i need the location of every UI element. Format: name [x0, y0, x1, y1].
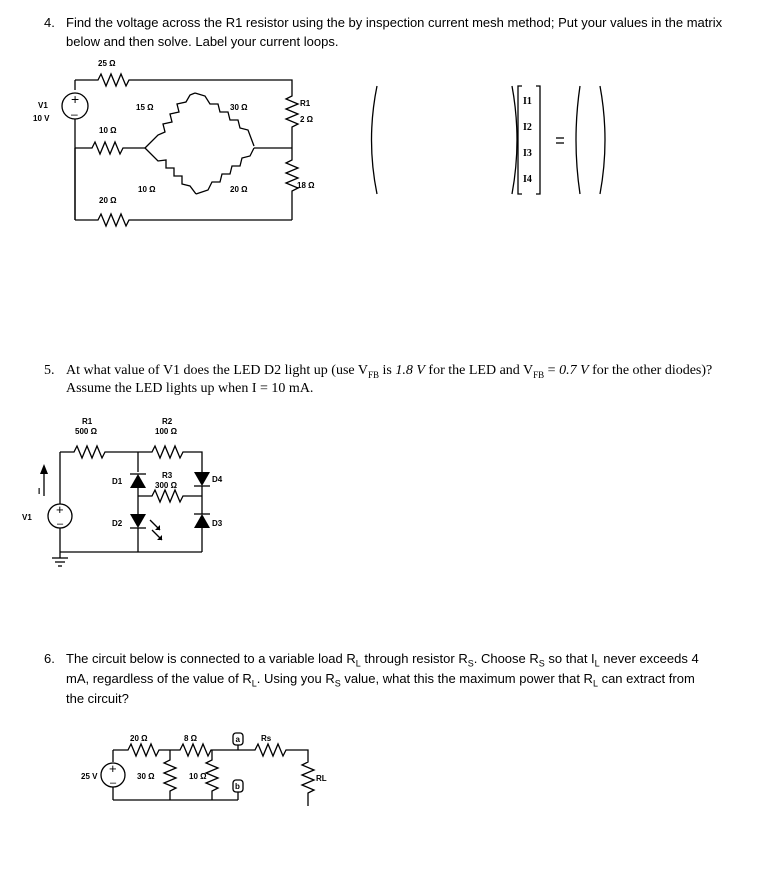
q4-label-r-top: 25 Ω	[98, 59, 116, 68]
q6-label-r8: 8 Ω	[184, 734, 198, 743]
q5-label-r2: R2	[162, 417, 173, 426]
svg-text:–: –	[71, 107, 78, 121]
q6-text-b: through resistor R	[360, 651, 468, 666]
q4-matrix-i2: I2	[523, 122, 532, 133]
q6-sub-l-4: L	[592, 678, 598, 689]
q5-text-d: =	[544, 363, 560, 378]
svg-text:–: –	[110, 777, 117, 789]
q6-text-i: can extract from	[597, 671, 695, 686]
q6-sub-s-3: S	[334, 678, 341, 689]
q6-label-rs: Rs	[261, 734, 272, 743]
q4-label-r1: R1	[300, 99, 311, 108]
q4-label-r20b: 20 Ω	[230, 185, 248, 194]
q6-text-c: . Choose R	[473, 651, 539, 666]
q4-matrix-i1: I1	[523, 96, 532, 107]
svg-text:+: +	[71, 91, 80, 107]
q6-terminal-b	[233, 780, 243, 792]
q5-value-diode: 0.7 V	[559, 363, 589, 378]
q6-text-a: The circuit below is connected to a variable load R	[66, 651, 356, 666]
q5-label-r2-val: 100 Ω	[155, 427, 177, 436]
q6-sub-s-2: S	[538, 658, 545, 669]
svg-text:+: +	[109, 761, 117, 776]
q6-label-rl: RL	[316, 774, 327, 783]
q6-label-r20: 20 Ω	[130, 734, 148, 743]
q5-value-led: 1.8 V	[395, 363, 425, 378]
q6-terminal-a	[233, 733, 243, 745]
q4-matrix-i3: I3	[523, 148, 532, 159]
q5-label-r1: R1	[82, 417, 93, 426]
q6-label-r10: 10 Ω	[189, 772, 207, 781]
q6-label-b: b	[235, 782, 240, 791]
q6-text-h: value, what this the maximum power that R	[340, 671, 593, 686]
q4-label-r18: 18 Ω	[297, 181, 315, 190]
question-6-number: 6.	[44, 651, 55, 666]
q6-label-r30: 30 Ω	[137, 772, 155, 781]
q4-label-r30: 30 Ω	[230, 103, 248, 112]
q4-label-r10a: 10 Ω	[99, 126, 117, 135]
q4-label-v1: V1	[38, 101, 48, 110]
q6-text-g: . Using you R	[256, 671, 335, 686]
q5-label-d2: D2	[112, 519, 123, 528]
q5-voltage-source	[48, 504, 72, 528]
q6-sub-l-1: L	[355, 658, 361, 669]
q4-label-r20a: 20 Ω	[99, 196, 117, 205]
q4-label-r1-val: 2 Ω	[300, 115, 314, 124]
q5-label-r3: R3	[162, 471, 173, 480]
svg-text:+: +	[56, 502, 64, 517]
q5-label-r1-val: 500 Ω	[75, 427, 97, 436]
q5-text-c: for the LED and V	[424, 363, 534, 378]
q4-label-r10b: 10 Ω	[138, 185, 156, 194]
q4-matrix-i4: I4	[523, 174, 532, 185]
q5-text-b: is	[379, 363, 396, 378]
q5-label-d4: D4	[212, 475, 223, 484]
q5-sub-fb-1: FB	[368, 369, 380, 380]
question-6-line3: the circuit?	[66, 691, 129, 706]
q6-sub-s-1: S	[467, 658, 474, 669]
q4-voltage-source	[62, 93, 88, 119]
q4-matrix-bracket-mid-right	[512, 86, 517, 194]
q4-label-v1-val: 10 V	[33, 114, 50, 123]
question-5-number: 5.	[44, 363, 55, 378]
q5-label-i: I	[38, 487, 41, 496]
svg-text:–: –	[57, 518, 64, 530]
question-6-line2	[66, 670, 695, 693]
q5-text-e: for the other diodes)?	[588, 363, 713, 378]
q5-label-r3-val: 300 Ω	[155, 481, 177, 490]
q6-label-v: 25 V	[81, 772, 98, 781]
q5-sub-fb-2: FB	[533, 369, 545, 380]
question-4-number: 4.	[44, 15, 55, 30]
q4-label-r15: 15 Ω	[136, 103, 154, 112]
q5-label-d3: D3	[212, 519, 223, 528]
q4-matrix-bracket-left	[372, 86, 378, 194]
question-4-line1: Find the voltage across the R1 resistor using the by inspection current mesh method; Put your values in the matrix	[66, 15, 723, 30]
q5-label-d1: D1	[112, 477, 123, 486]
q6-text-f: mA, regardless of the value of R	[66, 671, 252, 686]
q6-text-e: never exceeds 4	[599, 651, 699, 666]
q6-text-d: so that I	[544, 651, 595, 666]
q6-sub-l-3: L	[251, 678, 257, 689]
q6-sub-l-2: L	[594, 658, 600, 669]
q6-voltage-source	[101, 763, 125, 787]
q5-label-v1: V1	[22, 513, 32, 522]
question-5-line2: Assume the LED lights up when I = 10 mA.	[66, 381, 314, 396]
question-4-line2: below and then solve. Label your current loops.	[66, 34, 339, 49]
q6-label-a: a	[235, 735, 240, 744]
q5-text-a: At what value of V1 does the LED D2 light up (use V	[66, 363, 368, 378]
